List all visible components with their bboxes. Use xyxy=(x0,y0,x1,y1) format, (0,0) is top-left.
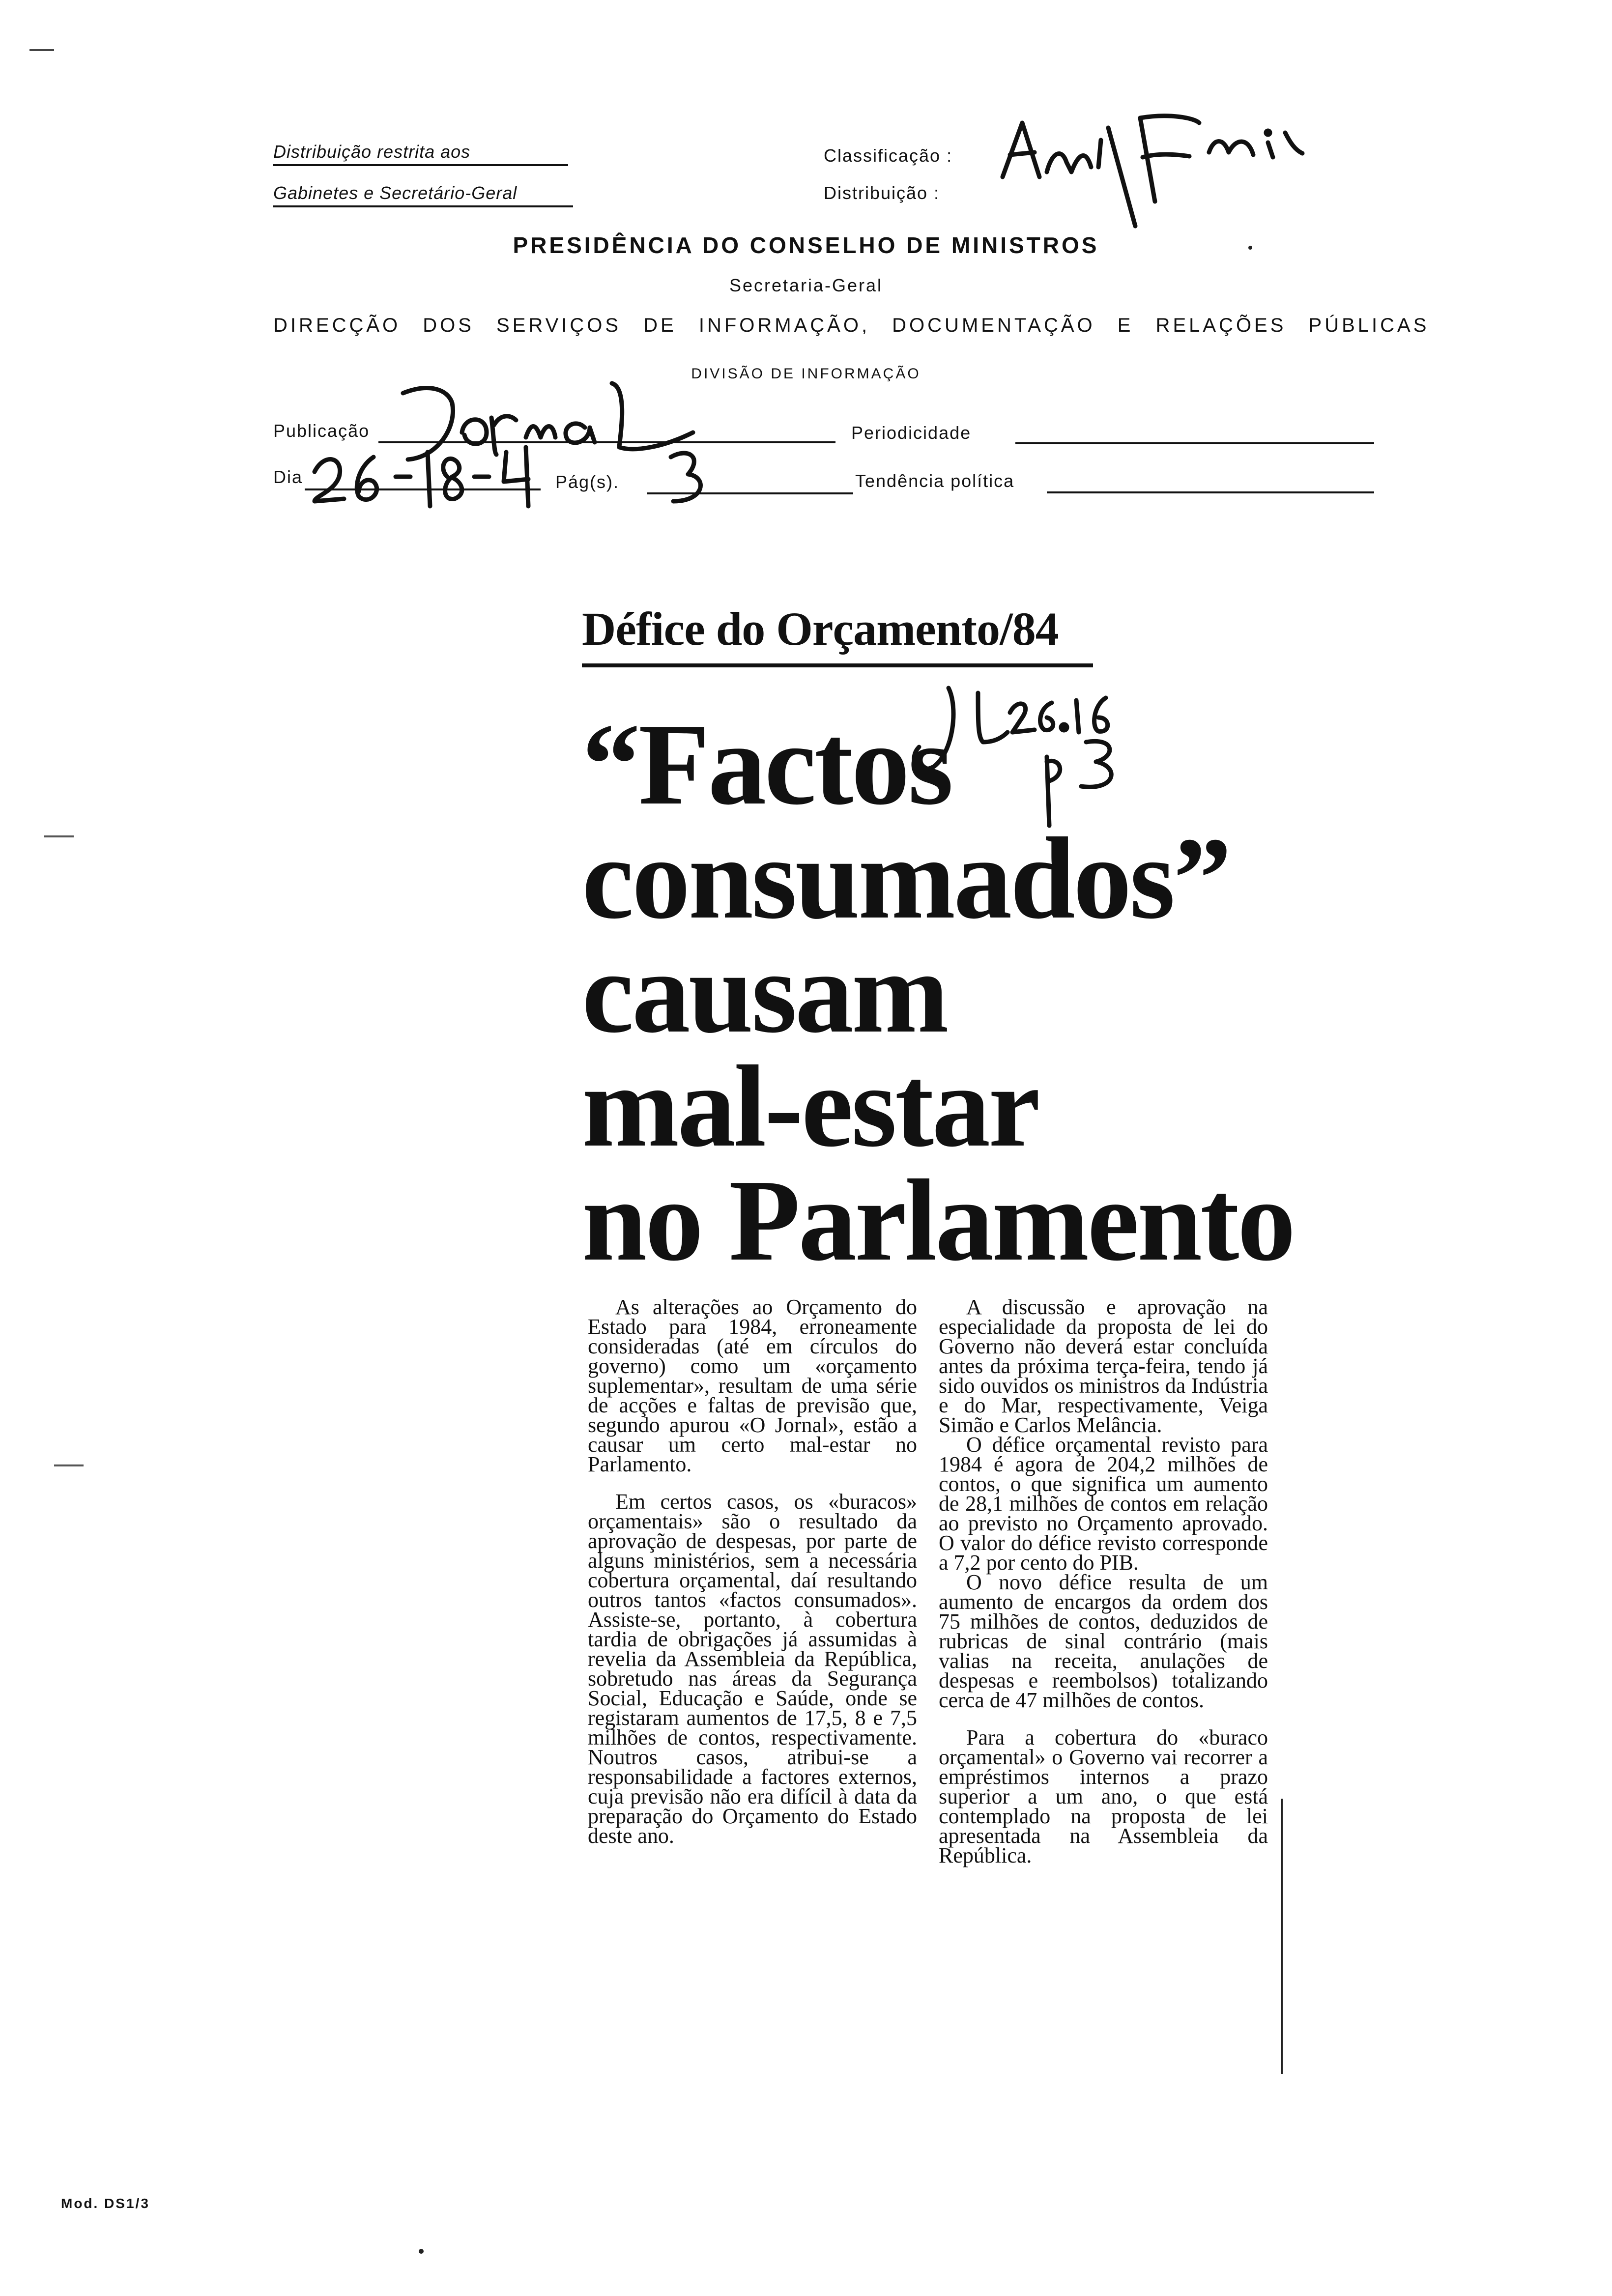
headline-line-4: mal-estar xyxy=(582,1042,1038,1171)
article-column-left xyxy=(588,1297,917,1846)
tendency-label: Tendência política xyxy=(855,471,1015,491)
ministry-title: PRESIDÊNCIA DO CONSELHO DE MINISTROS xyxy=(513,232,1099,258)
paragraph: A discussão e aprovação na especialidade da proposta de lei do Governo não deverá estar concluída antes da próxima terça-feira, tendo já sido ouvidos os ministros da Indústria e do Mar, respectivamente, Veiga Simão e Carlos Melância. xyxy=(939,1295,1268,1437)
periodicity-label: Periodicidade xyxy=(851,423,972,443)
form-code: Mod. DS1/3 xyxy=(61,2196,150,2211)
division-title: DIVISÃO DE INFORMAÇÃO xyxy=(691,366,921,382)
headline-line-3: causam xyxy=(582,928,947,1057)
scan-speck xyxy=(419,2249,424,2254)
paragraph: Em certos casos, os «buracos» orçamentais» são o resultado da aprovação de despesas, por parte de alguns ministérios, sem a necessária cobertura orçamental, daí resultando outros tantos «factos consumados». Assiste-se, portanto, à cobertura tardia de obrigações já assumidas à revelia da Assembleia da República, sobretudo nas áreas da Segurança Social, Educação e Saúde, onde se registaram aumentos de 17,5, 8 e 7,5 milhões de contos, respectivamente. Noutros casos, atribui-se a responsabilidade a factores externos, cuja previsão não era difícil à data da preparação do Orçamento do Estado deste ano. xyxy=(588,1490,917,1848)
periodicity-field-line xyxy=(1015,442,1374,444)
paragraph: O novo défice resulta de um aumento de encargos da ordem dos 75 milhões de contos, deduzidos de rubricas de sinal contrário (mais valias na receita, anulações de despesas e reembolsos) totalizando cerca de 47 milhões de contos. xyxy=(939,1570,1268,1712)
page-field-line xyxy=(647,492,853,494)
paragraph: As alterações ao Orçamento do Estado para 1984, erroneamente consideradas (até em círculos do governo) como um «orçamento suplementar», resultam de uma série de acções e faltas de previsão que, segundo apurou «O Jornal», estão a causar um certo mal-estar no Parlamento. xyxy=(588,1295,917,1476)
article-headline xyxy=(582,700,1294,1285)
headline-line-5: no Parlamento xyxy=(582,1156,1294,1285)
paragraph: Para a cobertura do «buraco orçamental» o Governo vai recorrer a empréstimos internos a prazo superior a um ano, o que está contemplado na proposta de lei apresentada na Assembleia da República. xyxy=(939,1725,1268,1867)
article-column-right xyxy=(939,1297,1268,1866)
scan-mark xyxy=(44,835,74,837)
day-label: Dia xyxy=(273,467,303,487)
scan-speck xyxy=(1248,246,1252,250)
day-field-line xyxy=(305,488,541,490)
column-edge-rule xyxy=(1281,1799,1283,2074)
article-kicker: Défice do Orçamento/84 xyxy=(582,603,1059,655)
headline-line-2: consumados” xyxy=(582,814,1230,943)
distribution-restriction-line1: Distribuição restrita aos xyxy=(273,142,568,166)
paragraph: O défice orçamental revisto para 1984 é agora de 204,2 milhões de contos, o que significa um aumento de 28,1 milhões de contos em relação ao previsto no Orçamento aprovado. O valor do défice revisto corresponde a 7,2 por cento do PIB. xyxy=(939,1433,1268,1575)
scan-mark xyxy=(54,1464,84,1466)
secretariat-title: Secretaria-Geral xyxy=(729,275,883,295)
page-label: Pág(s). xyxy=(555,472,620,492)
scan-mark xyxy=(29,49,54,51)
publication-label: Publicação xyxy=(273,421,370,441)
headline-line-1: “Factos xyxy=(582,700,951,829)
directorate-title: DIRECÇÃO DOS SERVIÇOS DE INFORMAÇÃO, DOCUMENTAÇÃO E RELAÇÕES PÚBLICAS xyxy=(273,315,1430,336)
distribution-restriction-line2: Gabinetes e Secretário-Geral xyxy=(273,183,573,207)
distribution-label: Distribuição : xyxy=(824,183,940,203)
classification-label: Classificação : xyxy=(824,145,953,166)
handwritten-classification-mark xyxy=(993,98,1307,241)
kicker-rule xyxy=(582,663,1093,667)
day-handwriting xyxy=(305,437,560,511)
tendency-field-line xyxy=(1047,491,1374,493)
page-handwriting xyxy=(659,442,718,511)
